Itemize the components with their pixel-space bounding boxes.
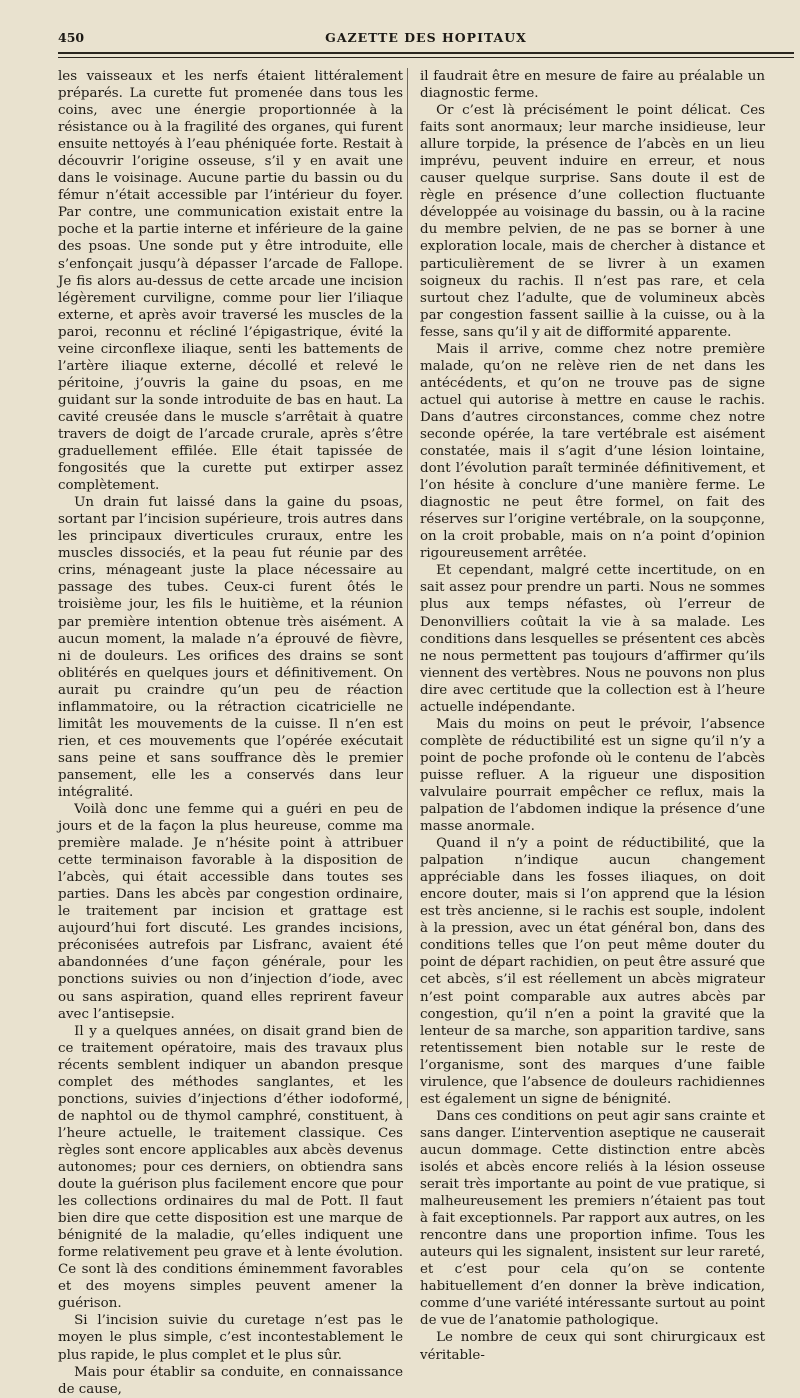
- paragraph: Mais pour établir sa conduite, en connaissance de cause,: [58, 1364, 403, 1397]
- page-number: 450: [58, 30, 85, 45]
- paragraph: il faudrait être en mesure de faire au préalable un diagnostic ferme.: [420, 69, 765, 102]
- paragraph: Si l’incision suivie du curetage n’est pas le moyen le plus simple, c’est incontestablement le plus rapide, le plus complet et le plus sûr.: [58, 1313, 403, 1363]
- paragraph: Mais du moins on peut le prévoir, l’absence complète de réductibilité est un signe qu’il n’y a point de poche profonde où le contenu de l’abcès puisse refluer. A la rigueur une disposition valvulaire pourrait empêcher ce reflux, mais la palpation de l’abdomen indique la présence d’une masse anormale.: [420, 716, 765, 835]
- header-rule-thin: [58, 57, 794, 58]
- paragraph: Or c’est là précisément le point délicat. Ces faits sont anormaux; leur marche insidieuse, leur allure torpide, la présence de l’abcès en un lieu imprévu, peuvent induire en erreur, et nous causer quelque surprise. Sans doute il est de règle en présence d’une collection fluctuante développée au voisinage du bassin, ou à la racine du membre pelvien, de ne pas se borner à une exploration locale, mais de chercher à distance et particulièrement de se livrer à un examen soigneux du rachis. Il n’est pas rare, et cela surtout chez l’adulte, que de volumineux abcès par congestion fassent saillie à la cuisse, ou à la fesse, sans qu’il y ait de difformité apparente.: [420, 103, 765, 340]
- journal-title: GAZETTE DES HOPITAUX: [325, 30, 527, 45]
- column-divider: [407, 68, 408, 1108]
- paragraph: Dans ces conditions on peut agir sans crainte et sans danger. L’intervention aseptique ne causerait aucun dommage. Cette distinction entre abcès isolés et abcès encore reliés à la lésion osseuse serait très importante au point de vue pratique, si malheureusement les premiers n’étaient pas tout à fait exceptionnels. Par rapport aux autres, on les rencontre dans une proportion infime. Tous les auteurs qui les signalent, insistent sur leur rareté, et c’est pour cela qu’on se contente habituellement d’en donner la brève indication, comme d’une variété intéressante surtout au point de vue de l’anatomie pathologique.: [420, 1108, 765, 1329]
- page-header: [58, 30, 794, 50]
- right-column: [420, 68, 765, 1363]
- paragraph: Et cependant, malgré cette incertitude, on en sait assez pour prendre un parti. Nous ne sommes plus aux temps néfastes, où l’erreur de Denonvilliers coûtait la vie à sa malade. Les conditions dans lesquelles se présentent ces abcès ne nous permettent pas toujours d’affirmer qu’ils viennent des vertèbres. Nous ne pouvons non plus dire avec certitude que la collection est à l’heure actuelle indépendante.: [420, 563, 765, 715]
- paragraph: Mais il arrive, comme chez notre première malade, qu’on ne relève rien de net dans les antécédents, et qu’on ne trouve pas de signe actuel qui autorise à mettre en cause le rachis. Dans d’autres circonstances, comme chez notre seconde opérée, la tare vertébrale est aisément constatée, mais il s’agit d’une lésion lointaine, dont l’évolution paraît terminée définitivement, et l’on hésite à conclure d’une manière ferme. Le diagnostic ne peut être formel, on fait des réserves sur l’origine vertébrale, on la soupçonne, on la croit probable, mais on n’a point d’opinion rigoureusement arrêtée.: [420, 341, 765, 562]
- paragraph: Voilà donc une femme qui a guéri en peu de jours et de la façon la plus heureuse, comme ma première malade. Je n’hésite point à attribuer cette terminaison favorable à la disposition de l’abcès, qui était accessible dans toutes ses parties. Dans les abcès par congestion ordinaire, le traitement par incision et grattage est aujourd’hui fort discuté. Les grandes incisions, préconisées autrefois par Lisfranc, avaient été abandonnées d’une façon générale, pour les ponctions suivies ou non d’injection d’iode, avec ou sans aspiration, quand elles reprirent faveur avec l’antisepsie.: [58, 802, 403, 1022]
- left-column: [58, 68, 403, 1397]
- paragraph: les vaisseaux et les nerfs étaient littéralement préparés. La curette fut promenée dans tous les coins, avec une énergie proportionnée à la résistance ou à la fragilité des organes, qui furent ensuite nettoyés à l’eau phéniquée forte. Restait à découvrir l’origine osseuse, s’il y en avait une dans le voisinage. Aucune partie du bassin ou du fémur n’était accessible par l’intérieur du foyer. Par contre, une communication existait entre la poche et la partie interne et inférieure de la gaine des psoas. Une sonde put y être introduite, elle s’enfonçait jusqu’à dépasser l’arcade de Fallope. Je fis alors au-dessus de cette arcade une incision légèrement curviligne, comme pour lier l’iliaque externe, et après avoir traversé les muscles de la paroi, reconnu et récliné l’épigastrique, évité la veine circonflexe iliaque, senti les battements de l’artère iliaque externe, décollé et relevé le péritoine, j’ouvris la gaine du psoas, en me guidant sur la sonde introduite de bas en haut. La cavité creusée dans le muscle s’arrêtait à quatre travers de doigt de l’arcade crurale, après s’être graduellement effilée. Elle était tapissée de fongosités que la curette put extirper assez complètement.: [58, 69, 403, 494]
- paragraph: Il y a quelques années, on disait grand bien de ce traitement opératoire, mais des travaux plus récents semblent indiquer un abandon presque complet des méthodes sanglantes, et les ponctions, suivies d’injections d’éther iodoformé, de naphtol ou de thymol camphré, constituent, à l’heure actuelle, le traitement classique. Ces règles sont encore applicables aux abcès devenus autonomes; pour ces derniers, on obtiendra sans doute la guérison plus facilement encore que pour les collections ordinaires du mal de Pott. Il faut bien dire que cette disposition est une marque de bénignité de la maladie, qu’elles indiquent une forme relativement peu grave et à lente évolution. Ce sont là des conditions éminemment favorables et des moyens simples peuvent amener la guérison.: [58, 1023, 403, 1312]
- header-rule-thick: [58, 52, 794, 54]
- paragraph: Le nombre de ceux qui sont chirurgicaux est véritable-: [420, 1330, 765, 1363]
- paragraph: Un drain fut laissé dans la gaine du psoas, sortant par l’incision supérieure, trois autres dans les principaux diverticules cruraux, entre les muscles dissociés, et la peau fut réunie par des crins, ménageant juste la place nécessaire au passage des tubes. Ceux-ci furent ôtés le troisième jour, les fils le huitième, et la réunion par première intention obtenue très aisément. A aucun moment, la malade n’a éprouvé de fièvre, ni de douleurs. Les orifices des drains se sont oblitérés en quelques jours et définitivement. On aurait pu craindre qu’un peu de réaction inflammatoire, ou la rétraction cicatricielle ne limitât les mouvements de la cuisse. Il n’en est rien, et ces mouvements que l’opérée exécutait sans peine et sans souffrance dès le premier pansement, elle les a conservés dans leur intégralité.: [58, 495, 403, 800]
- paragraph: Quand il n’y a point de réductibilité, que la palpation n’indique aucun changement appréciable dans les fosses iliaques, on doit encore douter, mais si l’on apprend que la lésion est très ancienne, si le rachis est souple, indolent à la pression, avec un état général bon, dans des conditions telles que l’on peut même douter du point de départ rachidien, on peut être assuré que cet abcès, s’il est réellement un abcès migrateur n’est point comparable aux autres abcès par congestion, qu’il n’en a point la gravité que la lenteur de sa marche, son apparition tardive, sans retentissement bien notable sur le reste de l’organisme, sont des marques d’une faible virulence, que l’absence de douleurs rachidiennes est également un signe de bénignité.: [420, 836, 765, 1107]
